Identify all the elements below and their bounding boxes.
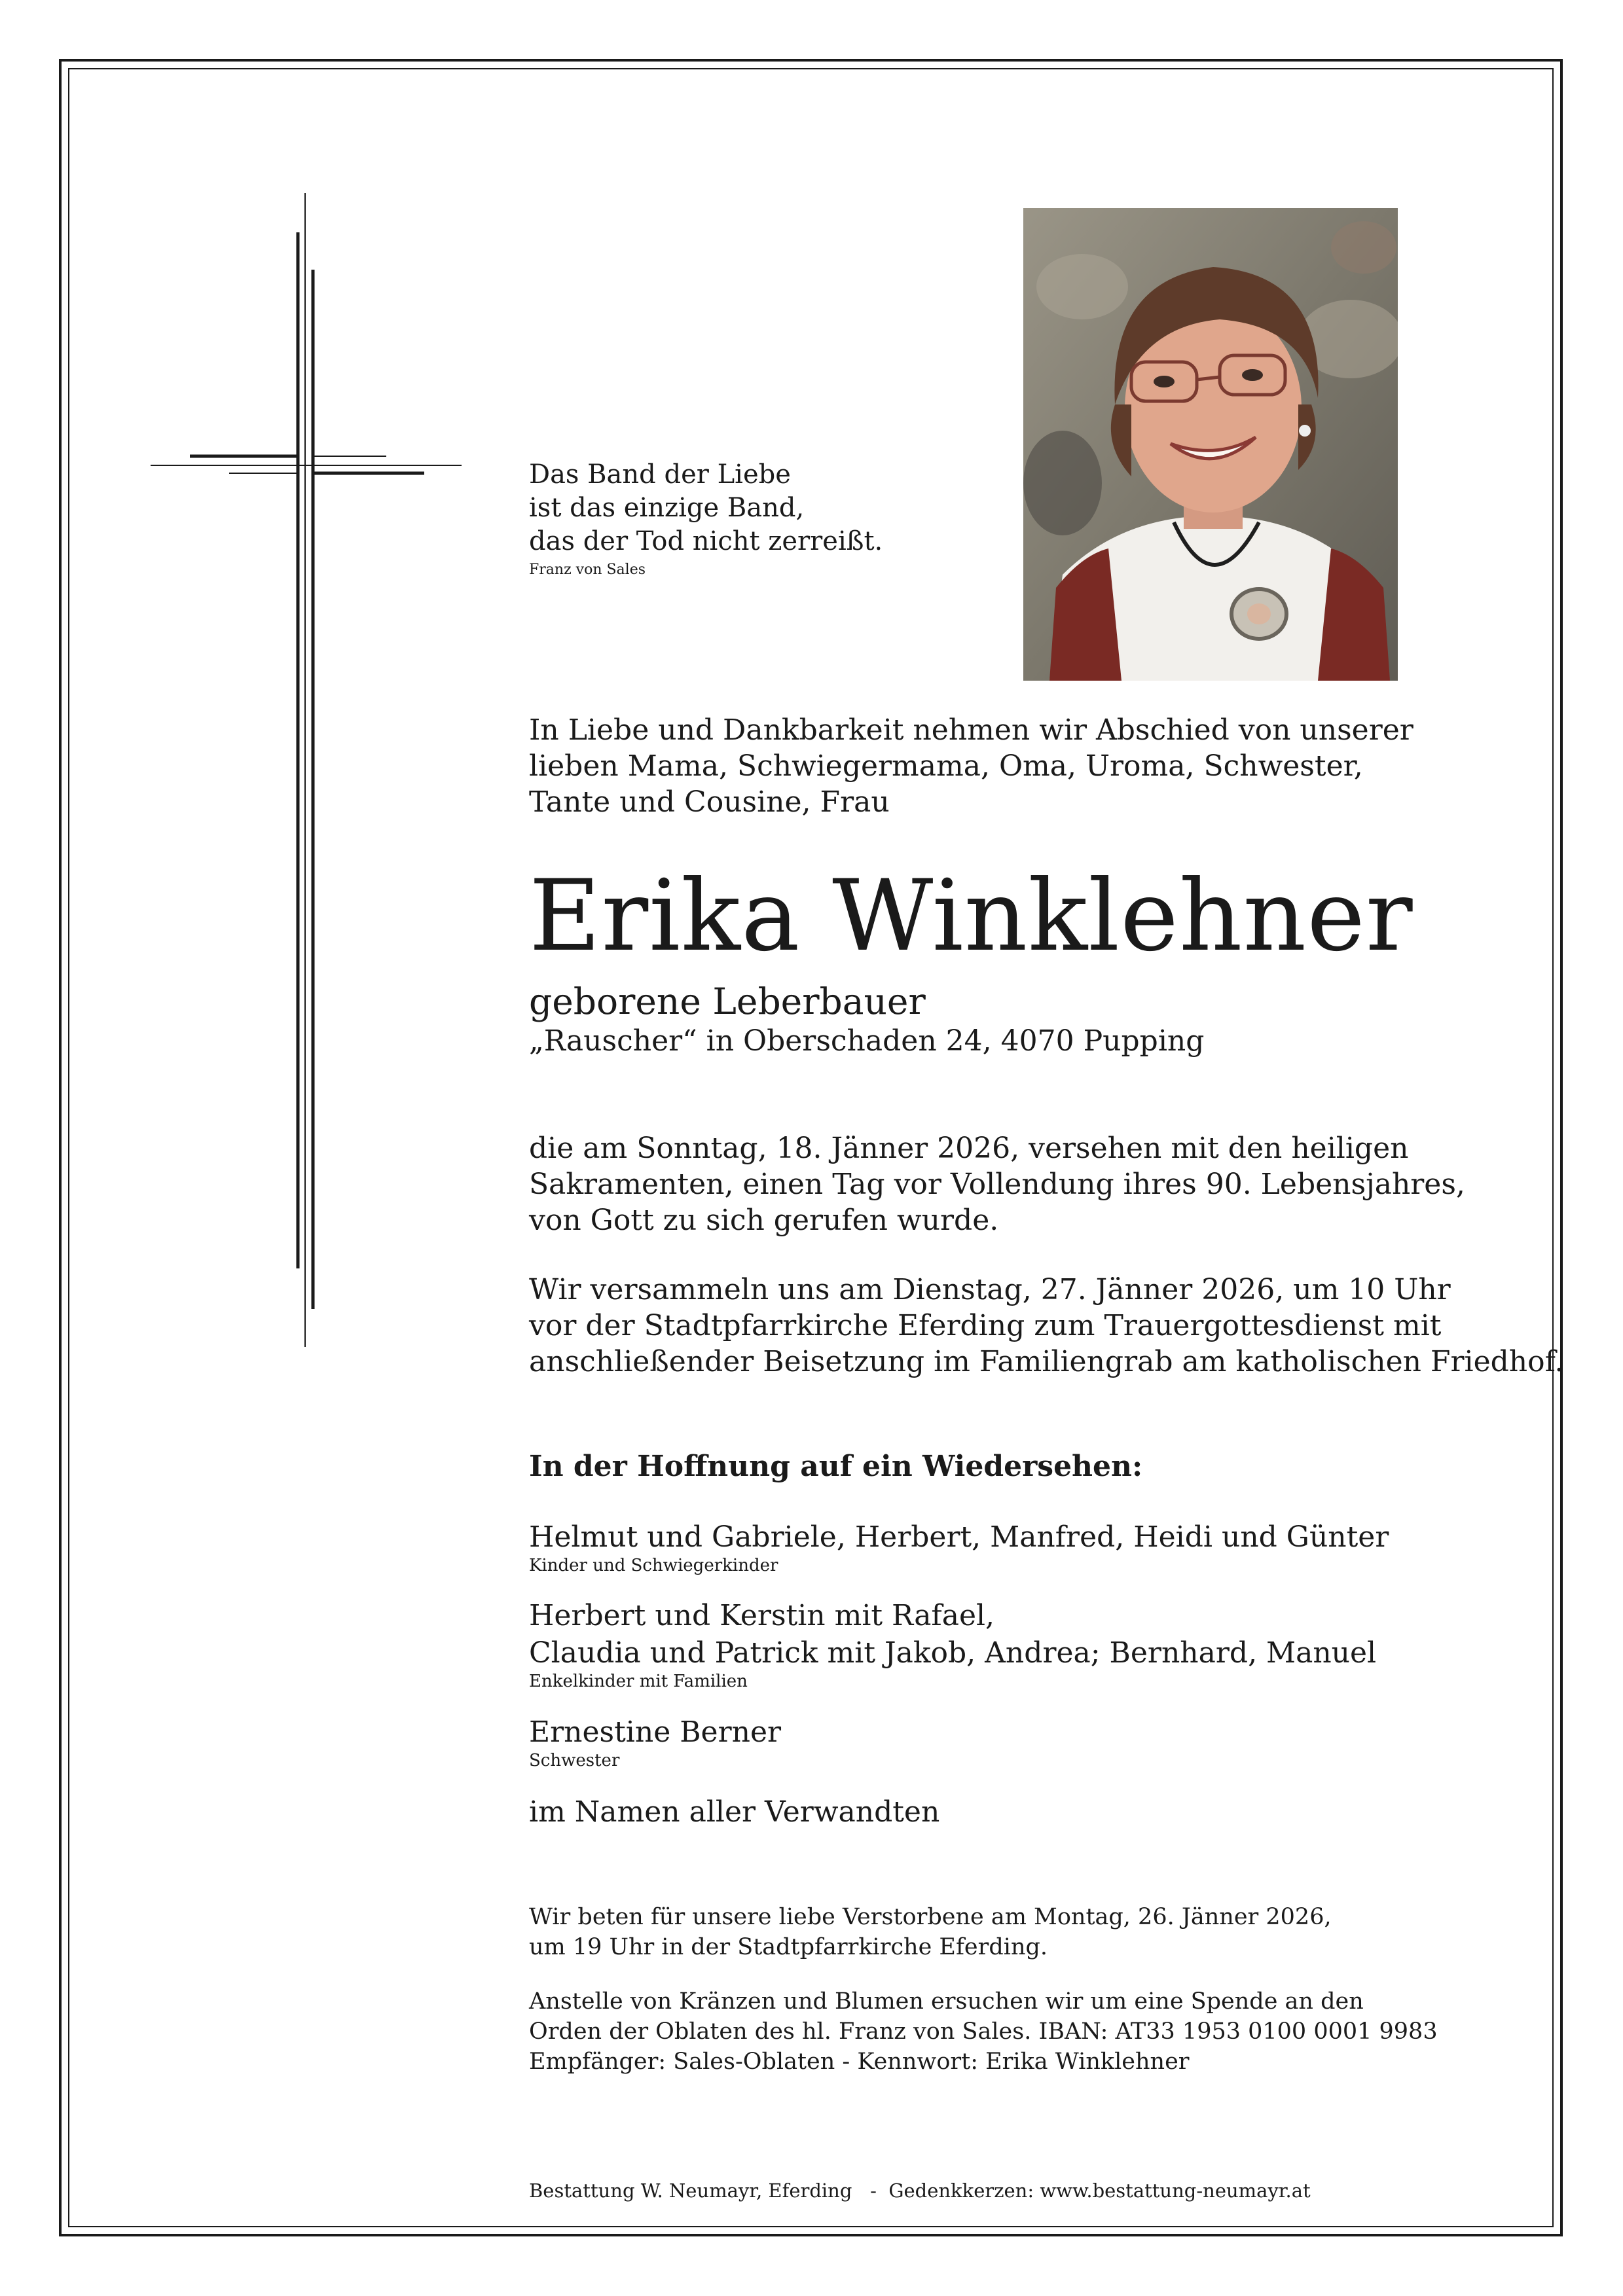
intro-text	[529, 712, 1413, 820]
death-notice-line: Sakramenten, einen Tag vor Vollendung ihres 90. Lebensjahres,	[529, 1168, 1465, 1201]
prayer-notice	[529, 1902, 1332, 1962]
footer: Bestattung W. Neumayr, Eferding - Gedenkkerzen: www.bestattung-neumayr.at	[529, 2179, 1311, 2202]
quote-line: das der Tod nicht zerreißt.	[529, 526, 883, 556]
quote-block	[529, 458, 883, 558]
deceased-name: Erika Winklehner	[529, 859, 1413, 973]
closing-line: im Namen aller Verwandten	[529, 1795, 940, 1829]
death-notice-line: von Gott zu sich gerufen wurde.	[529, 1204, 999, 1237]
mourner-names: Claudia und Patrick mit Jakob, Andrea; Bernhard, Manuel	[529, 1636, 1377, 1670]
mourner-group	[529, 1518, 1389, 1575]
prayer-line: Wir beten für unsere liebe Verstorbene am Montag, 26. Jänner 2026,	[529, 1904, 1332, 1930]
funeral-line: anschließender Beisetzung im Familiengrab am katholischen Friedhof.	[529, 1345, 1564, 1378]
prayer-line: um 19 Uhr in der Stadtpfarrkirche Eferding.	[529, 1934, 1048, 1960]
donation-notice	[529, 1986, 1438, 2077]
mourner-group	[529, 1713, 781, 1770]
mourner-group	[529, 1597, 1376, 1691]
birth-name: geborene Leberbauer	[529, 980, 926, 1022]
mourner-names: Herbert und Kerstin mit Rafael,	[529, 1599, 995, 1632]
mourner-relation: Enkelkinder mit Familien	[529, 1672, 748, 1691]
quote-line: Das Band der Liebe	[529, 459, 791, 490]
intro-line: Tante und Cousine, Frau	[529, 785, 890, 819]
address: „Rauscher“ in Oberschaden 24, 4070 Pupping	[529, 1024, 1205, 1058]
donation-line: Orden der Oblaten des hl. Franz von Sales. IBAN: AT33 1953 0100 0001 9983	[529, 2018, 1438, 2045]
mourner-names: Ernestine Berner	[529, 1715, 782, 1749]
donation-line: Anstelle von Kränzen und Blumen ersuchen wir um eine Spende an den	[529, 1988, 1364, 2015]
quote-author: Franz von Sales	[529, 562, 646, 578]
donation-line: Empfänger: Sales-Oblaten - Kennwort: Erika Winklehner	[529, 2049, 1190, 2075]
mourner-names: Helmut und Gabriele, Herbert, Manfred, Heidi und Günter	[529, 1520, 1389, 1554]
funeral-line: vor der Stadtpfarrkirche Eferding zum Trauergottesdienst mit	[529, 1309, 1442, 1342]
death-notice	[529, 1130, 1465, 1238]
death-notice-line: die am Sonntag, 18. Jänner 2026, versehen mit den heiligen	[529, 1132, 1409, 1165]
intro-line: In Liebe und Dankbarkeit nehmen wir Abschied von unserer	[529, 713, 1413, 747]
intro-line: lieben Mama, Schwiegermama, Oma, Uroma, Schwester,	[529, 749, 1363, 783]
cross-icon	[0, 0, 498, 1374]
portrait-photo	[1023, 208, 1398, 681]
mourner-relation: Kinder und Schwiegerkinder	[529, 1556, 778, 1575]
hope-heading: In der Hoffnung auf ein Wiedersehen:	[529, 1450, 1143, 1483]
mourner-relation: Schwester	[529, 1751, 620, 1770]
funeral-notice	[529, 1272, 1563, 1380]
quote-line: ist das einzige Band,	[529, 493, 805, 523]
funeral-line: Wir versammeln uns am Dienstag, 27. Jänner 2026, um 10 Uhr	[529, 1273, 1451, 1306]
